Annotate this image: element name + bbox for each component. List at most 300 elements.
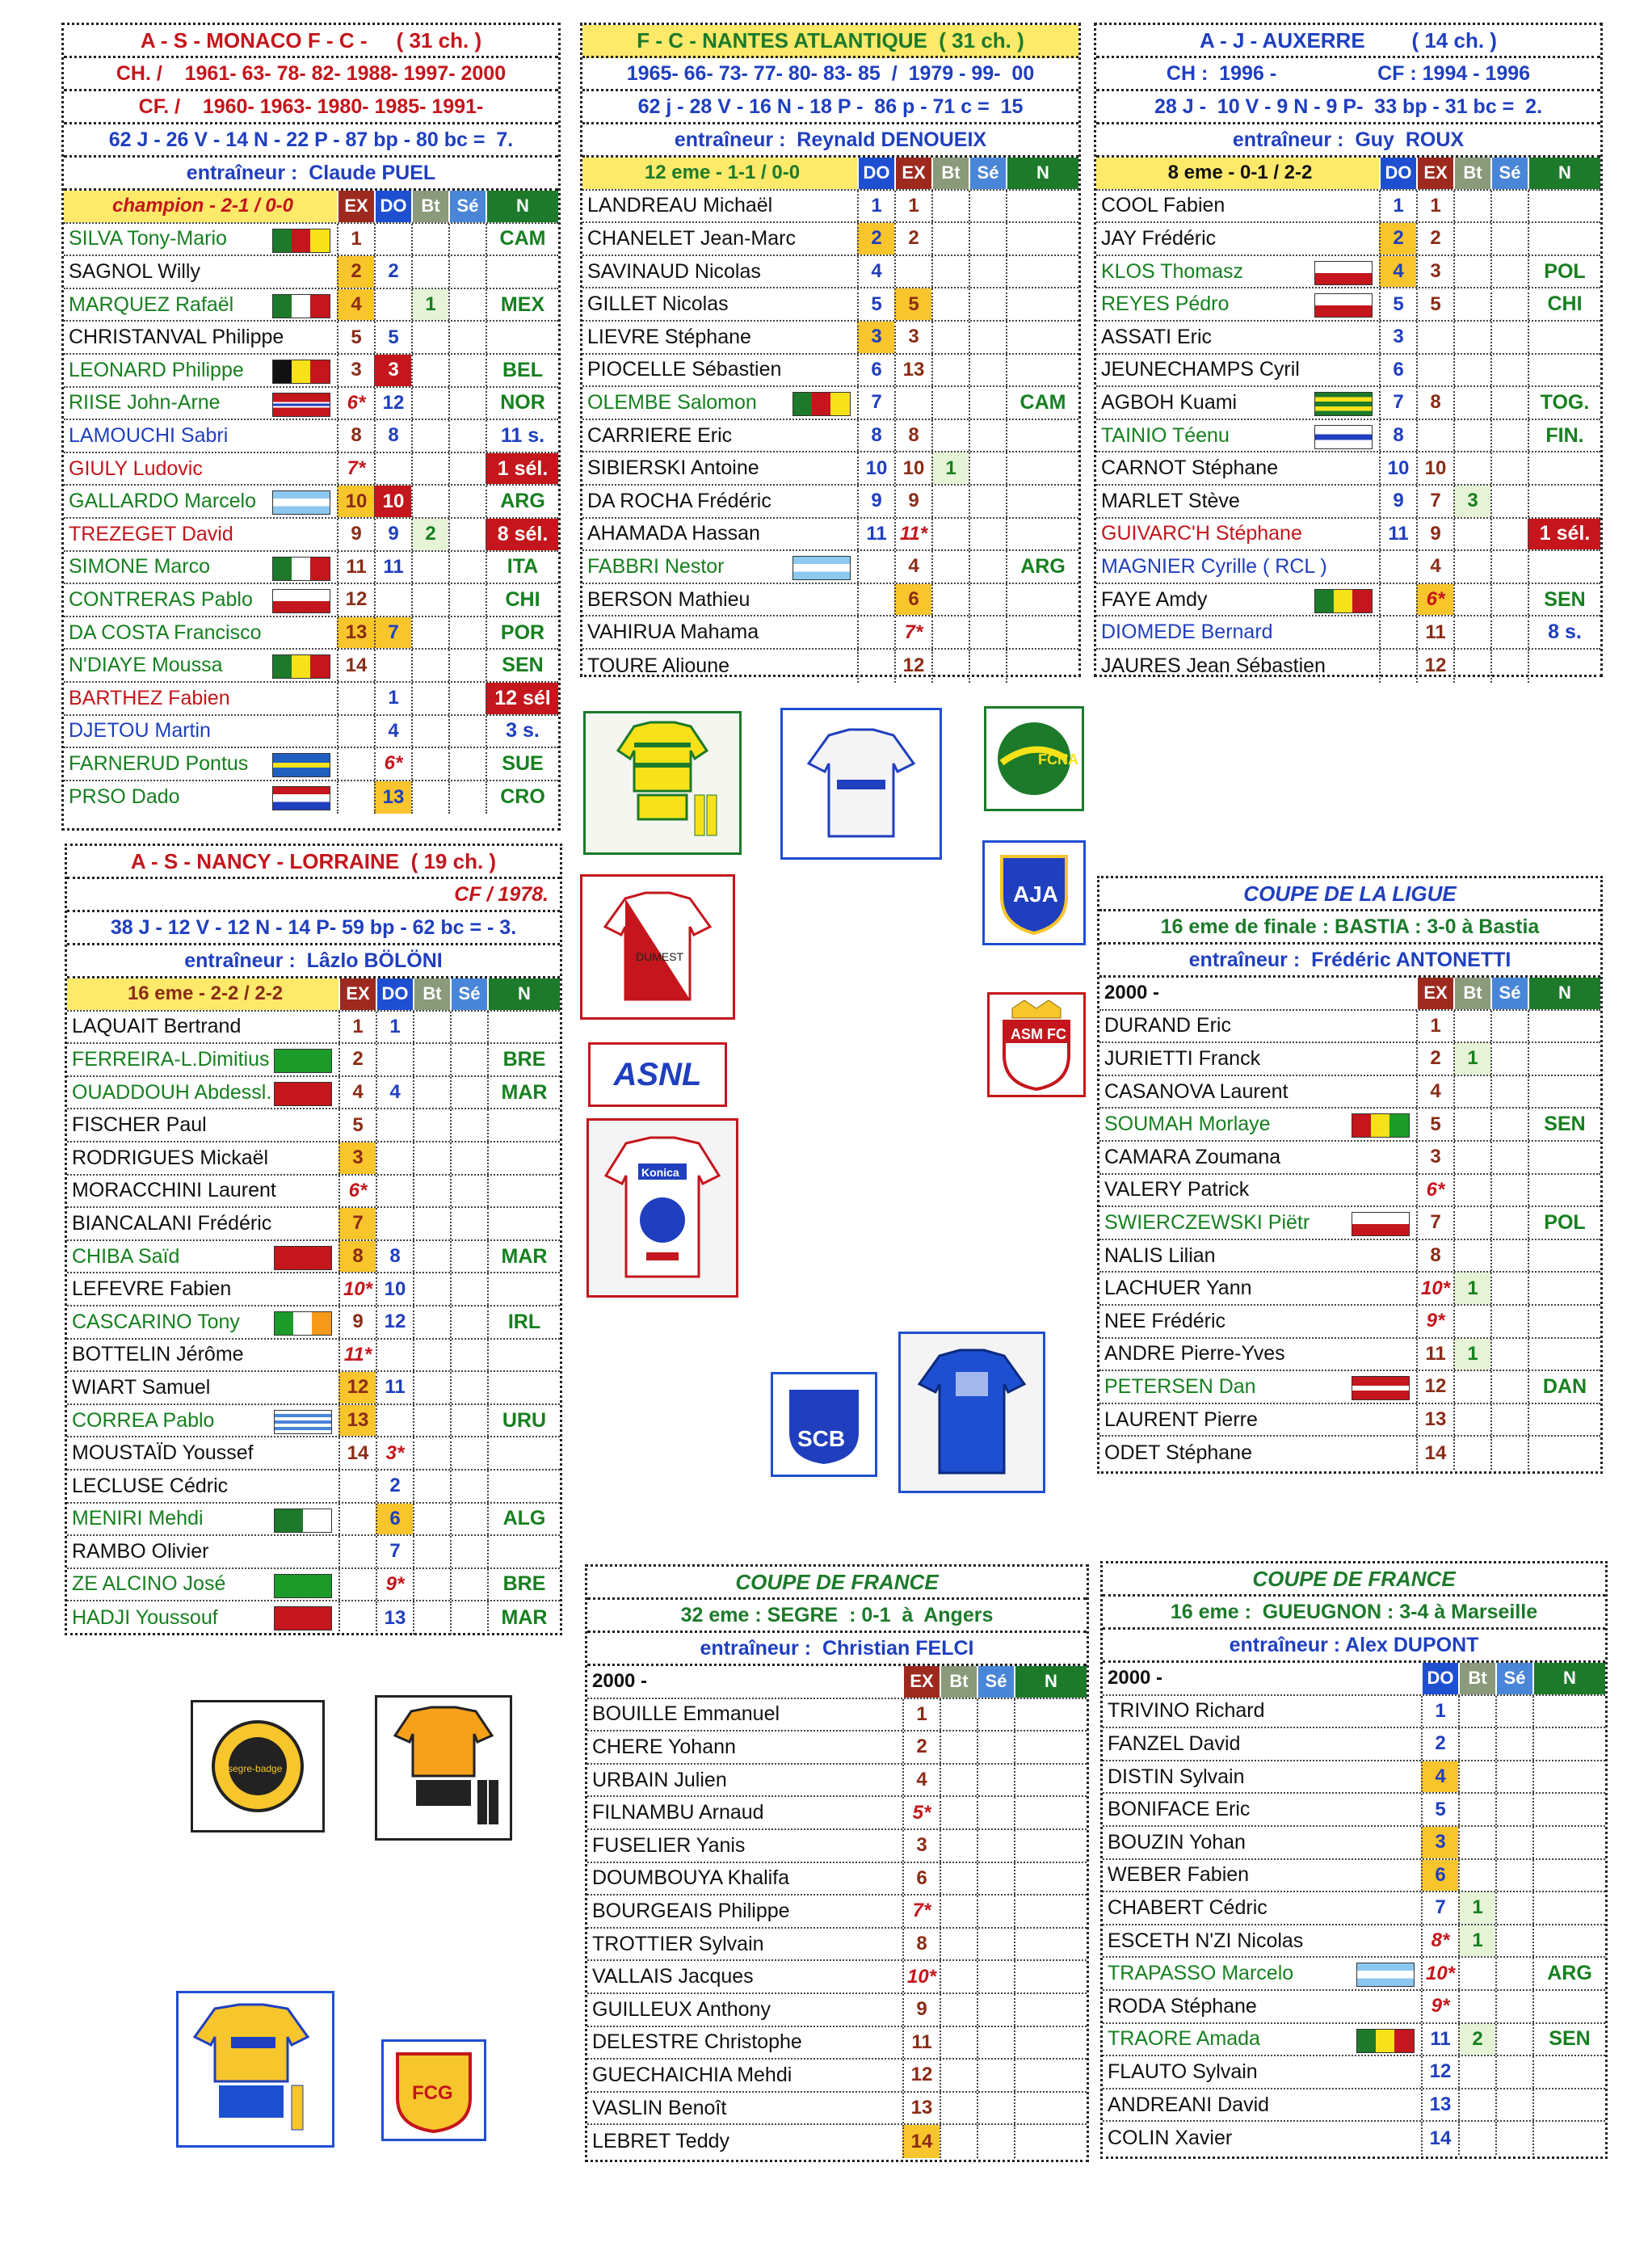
cell-se [448, 748, 486, 780]
monaco-line4-text: 62 J - 26 V - 14 N - 22 P - 87 bp - 80 bc = 7. [108, 128, 514, 151]
cell-se [448, 683, 486, 714]
table-row [64, 420, 558, 453]
cell-se [1490, 191, 1528, 222]
cell-ex: 6 [894, 584, 931, 616]
table-row [64, 650, 558, 683]
aja-logo [982, 840, 1086, 945]
cell-se [448, 453, 486, 485]
nancy-col-nat: N [487, 978, 560, 1010]
cell-nat [1528, 355, 1600, 386]
cell-ex [337, 748, 374, 780]
cell-nat [1528, 1142, 1600, 1173]
cell-nat [487, 1109, 560, 1141]
cdf1-col-ex: EX [902, 1666, 940, 1698]
cell-se [969, 452, 1006, 484]
croatia-flag-icon [272, 786, 330, 810]
player-name [1103, 2122, 1421, 2155]
cell-ex: 12 [1416, 650, 1453, 683]
cell-ex [338, 1471, 376, 1502]
cell-bt [931, 355, 969, 386]
player-name-text: FISCHER Paul [72, 1113, 207, 1137]
cell-nat [487, 1372, 560, 1403]
cell-nat: 3 s. [486, 716, 558, 747]
cell-nat [1006, 519, 1078, 550]
cell-bt [413, 1241, 450, 1273]
table-row [1096, 387, 1600, 420]
table-row [1096, 519, 1600, 552]
brazil-flag-icon [274, 1049, 332, 1073]
cell-se [977, 2125, 1014, 2158]
player-name [1099, 1011, 1416, 1042]
cell-bt [1453, 1011, 1490, 1042]
player-name-text: FAYE Amdy [1101, 587, 1208, 611]
table-row [1096, 355, 1600, 388]
nantes-panel [580, 23, 1081, 677]
togo-flag-icon [1314, 392, 1373, 416]
table-row [1099, 1371, 1600, 1404]
cell-ex: 10* [902, 1961, 940, 1992]
cdf1-coach-text: entraîneur : Christian FELCI [700, 1636, 974, 1660]
player-name-text: CASANOVA Laurent [1104, 1079, 1289, 1103]
senegal-flag-icon [1314, 589, 1373, 613]
player-name [64, 420, 337, 452]
player-name [582, 223, 857, 255]
cell-ex: 4 [1416, 551, 1453, 583]
ireland-flag-icon [274, 1311, 332, 1336]
player-name [67, 1601, 338, 1635]
cell-nat [1532, 1794, 1605, 1825]
player-name-text: HADJI Youssouf [72, 1606, 218, 1630]
cell-se [450, 1372, 487, 1403]
auxerre-coach [1096, 124, 1600, 158]
cell-bt [931, 322, 969, 353]
player-name [1099, 1404, 1416, 1436]
cell-bt [1458, 1991, 1495, 2022]
player-name-text: BOUZIN Yohan [1108, 1830, 1246, 1854]
cell-se [1490, 650, 1528, 683]
player-name-text: CHANELET Jean-Marc [587, 226, 796, 250]
cell-se [448, 224, 486, 255]
chile-flag-icon [1314, 293, 1373, 318]
cell-ex: 13 [894, 355, 931, 386]
player-name [1103, 1925, 1421, 1957]
player-name-text: LEONARD Philippe [69, 358, 244, 381]
cell-nat: MAR [487, 1241, 560, 1273]
table-row [587, 1961, 1087, 1994]
player-name-text: WEBER Fabien [1108, 1863, 1250, 1887]
ligue-header-label: 2000 - [1099, 978, 1416, 1009]
cell-bt [413, 1208, 450, 1239]
player-name-text: FLAUTO Sylvain [1108, 2060, 1258, 2083]
player-name [1099, 1043, 1416, 1075]
cell-nat [1014, 2125, 1087, 2158]
table-row [1099, 1207, 1600, 1240]
ligue-header-row [1099, 978, 1600, 1011]
monaco-col-do: DO [374, 191, 411, 222]
cell-bt [1458, 2089, 1495, 2121]
cell-do [376, 1109, 413, 1141]
cell-nat [1014, 1994, 1087, 2026]
cell-se [450, 1536, 487, 1567]
cell-se [969, 387, 1006, 419]
player-name-text: OUADDOUH Abdessl. [72, 1080, 272, 1104]
table-row [64, 453, 558, 486]
cell-do [1379, 584, 1416, 616]
ligue-player-list [1099, 1011, 1600, 1470]
cell-se [1490, 452, 1528, 484]
nantes-col-do: DO [857, 158, 894, 189]
player-name [67, 1273, 338, 1305]
cell-ex: 2 [338, 1044, 376, 1075]
cell-se [1490, 1273, 1528, 1304]
cell-se [977, 1699, 1014, 1731]
cell-ex [337, 716, 374, 747]
cell-do: 4 [857, 256, 894, 288]
player-name [1096, 191, 1379, 222]
player-name [64, 388, 337, 419]
asnl-logo [588, 1042, 727, 1107]
cell-do: 13 [374, 781, 411, 814]
cell-se [969, 191, 1006, 222]
cell-ex: 9 [894, 486, 931, 517]
cell-ex: 2 [1416, 1043, 1453, 1075]
cell-se [977, 1797, 1014, 1828]
cell-bt [1458, 1827, 1495, 1858]
player-name [587, 1994, 902, 2026]
player-name-text: RODRIGUES Mickaël [72, 1146, 269, 1169]
mexico-flag-icon [272, 294, 330, 318]
cell-bt [1453, 223, 1490, 255]
cell-ex: 3 [902, 1830, 940, 1862]
cell-ex: 8 [902, 1929, 940, 1960]
nantes-player-list [582, 191, 1078, 683]
cell-se [450, 1176, 487, 1207]
nantes-line2-text: 1965- 66- 73- 77- 80- 83- 85 / 1979 - 99- 00 [626, 61, 1035, 85]
cell-bt [1453, 1306, 1490, 1337]
cell-bt [940, 1732, 977, 1763]
cell-se [448, 322, 486, 353]
monaco-title [64, 25, 558, 58]
cell-se [1495, 2056, 1532, 2088]
cell-se [1495, 1892, 1532, 1924]
table-row [1096, 223, 1600, 256]
cell-nat: ARG [486, 486, 558, 517]
player-name-text: CARRIERE Eric [587, 423, 733, 447]
cell-bt [931, 519, 969, 550]
player-name [64, 584, 337, 616]
cell-do: 10 [376, 1273, 413, 1305]
player-name-text: ESCETH N'ZI Nicolas [1108, 1929, 1304, 1952]
cell-ex: 2 [902, 1732, 940, 1763]
cell-bt [940, 1863, 977, 1895]
player-name-text: TROTTIER Sylvain [592, 1932, 764, 1955]
cell-do: 11 [376, 1372, 413, 1403]
table-row [1099, 1240, 1600, 1273]
auxerre-col-nat: N [1528, 158, 1600, 189]
player-name-text: MARLET Stève [1101, 489, 1240, 512]
cell-bt [1458, 1696, 1495, 1727]
player-name-text: CHIBA Saïd [72, 1244, 180, 1268]
auxerre-player-list [1096, 191, 1600, 683]
player-name [582, 584, 857, 616]
cell-ex: 14 [1416, 1437, 1453, 1470]
player-name [1096, 650, 1379, 683]
auxerre-line2 [1096, 58, 1600, 91]
cell-bt [1458, 1728, 1495, 1760]
nancy-panel [65, 844, 562, 1635]
cell-nat: FIN. [1528, 420, 1600, 452]
cell-nat [1006, 452, 1078, 484]
cell-do [374, 453, 411, 485]
cell-se [1490, 1371, 1528, 1403]
auxerre-line2-text: CH : 1996 - CF : 1994 - 1996 [1166, 61, 1531, 85]
table-row [582, 616, 1078, 650]
player-name [1099, 1371, 1416, 1403]
player-name [64, 322, 337, 353]
cell-ex [338, 1569, 376, 1601]
cell-nat: MEX [486, 289, 558, 321]
nancy-line3 [67, 912, 560, 945]
monaco-line3-text: CF. / 1960- 1963- 1980- 1985- 1991- [138, 95, 484, 118]
segre-logo [191, 1700, 325, 1832]
cell-se [969, 486, 1006, 517]
player-name [64, 519, 337, 550]
finland-flag-icon [1314, 425, 1373, 449]
cell-se [969, 256, 1006, 288]
cell-nat [486, 256, 558, 288]
cell-ex: 5 [894, 288, 931, 320]
cell-nat [1528, 1306, 1600, 1337]
nantes-col-ex: EX [894, 158, 931, 189]
table-row [1096, 322, 1600, 355]
cell-ex: 2 [894, 223, 931, 255]
cell-ex: 9 [338, 1307, 376, 1338]
player-name [67, 1142, 338, 1174]
cell-bt [411, 355, 448, 386]
cell-nat [1006, 288, 1078, 320]
cell-ex: 12 [1416, 1371, 1453, 1403]
player-name-text: CAMARA Zoumana [1104, 1145, 1281, 1168]
nancy-shirt-image [586, 1118, 738, 1298]
cell-se [1490, 616, 1528, 648]
table-row [1099, 1011, 1600, 1044]
cell-se [969, 519, 1006, 550]
cell-bt [940, 1830, 977, 1862]
cell-nat: MAR [487, 1601, 560, 1635]
player-name-text: SIBIERSKI Antoine [587, 457, 759, 480]
cell-do: 9 [857, 486, 894, 517]
player-name-text: SWIERCZEWSKI Piëtr [1104, 1210, 1310, 1234]
table-row [64, 224, 558, 257]
uruguay-flag-icon [274, 1410, 332, 1434]
cell-bt [931, 387, 969, 419]
monaco-title-text: A - S - MONACO F - C - ( 31 ch. ) [140, 27, 482, 53]
cell-bt [413, 1601, 450, 1635]
cell-do [376, 1208, 413, 1239]
cell-ex: 7* [902, 1896, 940, 1927]
player-name [64, 650, 337, 681]
cdf1-header-label: 2000 - [587, 1666, 902, 1698]
cell-ex [338, 1504, 376, 1535]
player-name [582, 191, 857, 222]
cell-bt [1453, 452, 1490, 484]
cell-bt [931, 420, 969, 452]
cell-do: 5 [374, 322, 411, 353]
cell-do [857, 584, 894, 616]
cdf1-col-nat: N [1014, 1666, 1087, 1698]
cell-se [448, 289, 486, 321]
table-row [64, 748, 558, 781]
table-row [67, 1307, 560, 1340]
cell-ex: 7 [1416, 1207, 1453, 1239]
cell-bt [940, 2060, 977, 2091]
cell-ex: 1 [894, 191, 931, 222]
cell-ex: 8 [894, 420, 931, 452]
player-name-text: LEFEVRE Fabien [72, 1277, 232, 1301]
cell-ex: 2 [337, 256, 374, 288]
auxerre-header-label: 8 eme - 0-1 / 2-2 [1096, 158, 1379, 189]
player-name-text: AHAMADA Hassan [587, 522, 760, 545]
table-row [582, 355, 1078, 388]
player-name [64, 716, 337, 747]
player-name [67, 1504, 338, 1535]
cell-se [450, 1471, 487, 1502]
player-name-text: GUILLEUX Anthony [592, 1997, 771, 2021]
cell-do [1379, 551, 1416, 583]
table-row [1096, 616, 1600, 650]
ligue-panel [1097, 876, 1603, 1474]
cell-nat: POR [486, 617, 558, 649]
cell-nat: NOR [486, 388, 558, 419]
player-name-text: VALERY Patrick [1104, 1178, 1250, 1201]
cell-nat [1014, 1830, 1087, 1862]
cell-nat: MAR [487, 1077, 560, 1109]
cell-ex [894, 387, 931, 419]
player-name [1099, 1273, 1416, 1304]
player-name [582, 355, 857, 386]
cell-ex: 8 [338, 1241, 376, 1273]
nancy-player-list [67, 1012, 560, 1635]
table-row [1096, 420, 1600, 453]
player-name-text: NALIS Lilian [1104, 1243, 1216, 1267]
player-name [67, 1044, 338, 1075]
cell-nat: SUE [486, 748, 558, 780]
cell-nat [1006, 256, 1078, 288]
cell-se [1490, 256, 1528, 288]
player-name-text: VALLAIS Jacques [592, 1965, 754, 1988]
fcg-logo-text: FCG [412, 2082, 453, 2104]
ligue-col-nat: N [1528, 978, 1600, 1009]
cell-bt [413, 1569, 450, 1601]
cell-se [1490, 1339, 1528, 1370]
cell-nat: CAM [486, 224, 558, 255]
table-row [1103, 2122, 1605, 2155]
cell-do: 5 [857, 288, 894, 320]
auxerre-shirt-image [780, 708, 942, 860]
cdf2-col-bt: Bt [1458, 1663, 1495, 1694]
cell-ex: 11 [1416, 1339, 1453, 1370]
player-name-text: LANDREAU Michaël [587, 194, 773, 217]
cell-se [1495, 1728, 1532, 1760]
player-name [1096, 256, 1379, 288]
cell-do: 9* [1421, 1991, 1458, 2022]
cell-bt [411, 256, 448, 288]
player-name [67, 1372, 338, 1403]
cell-nat [487, 1176, 560, 1207]
player-name [1099, 1142, 1416, 1173]
cell-nat: ALG [487, 1504, 560, 1535]
table-row [1096, 256, 1600, 289]
morocco-flag-icon [274, 1246, 332, 1270]
player-name-text: BARTHEZ Fabien [69, 686, 230, 709]
nantes-header-label: 12 eme - 1-1 / 0-0 [582, 158, 857, 189]
cdf2-header-label: 2000 - [1103, 1663, 1421, 1694]
cell-se [448, 650, 486, 681]
cell-do: 1 [376, 1012, 413, 1043]
nancy-header-row [67, 978, 560, 1012]
cell-ex: 7* [337, 453, 374, 485]
table-row [67, 1044, 560, 1077]
cell-bt [931, 650, 969, 683]
cell-nat [1532, 1892, 1605, 1924]
cell-bt [1458, 2056, 1495, 2088]
player-name [1096, 288, 1379, 320]
table-row [587, 1732, 1087, 1765]
cell-ex: 10 [894, 452, 931, 484]
table-row [1103, 1925, 1605, 1959]
table-row [1103, 1728, 1605, 1761]
player-name-text: SOUMAH Morlaye [1104, 1113, 1271, 1136]
player-name-text: CASCARINO Tony [72, 1310, 240, 1333]
cell-ex: 7 [338, 1208, 376, 1239]
player-name [582, 486, 857, 517]
auxerre-col-bt: Bt [1453, 158, 1490, 189]
cell-bt [940, 2093, 977, 2124]
cell-nat [1528, 452, 1600, 484]
cell-bt [413, 1273, 450, 1305]
player-name [67, 1437, 338, 1469]
cell-do: 14 [1421, 2122, 1458, 2155]
cell-bt [411, 322, 448, 353]
player-name-text: FERREIRA-L.Dimitius [72, 1047, 270, 1071]
table-row [1103, 1991, 1605, 2024]
cell-nat: SEN [1532, 2024, 1605, 2056]
cell-se [1490, 1175, 1528, 1206]
cell-se [1490, 1076, 1528, 1108]
player-name [1099, 1109, 1416, 1140]
cell-do: 9 [374, 519, 411, 550]
cell-se [977, 1765, 1014, 1796]
morocco-flag-icon [274, 1082, 332, 1106]
cdf2-title-text: COUPE DE FRANCE [1252, 1566, 1456, 1591]
player-name [587, 2125, 902, 2158]
table-row [67, 1601, 560, 1635]
cell-do [376, 1340, 413, 1371]
monaco-header-row [64, 191, 558, 224]
auxerre-col-ex: EX [1416, 158, 1453, 189]
cdf1-col-se: Sé [977, 1666, 1014, 1698]
cell-ex: 13 [902, 2093, 940, 2124]
cell-do: 12 [1421, 2056, 1458, 2088]
nancy-col-se: Sé [450, 978, 487, 1010]
cell-ex: 5 [337, 322, 374, 353]
cell-nat: 12 sél [486, 683, 558, 714]
monaco-col-nat: N [486, 191, 558, 222]
cell-do: 5 [1379, 288, 1416, 320]
player-name-text: BONIFACE Eric [1108, 1798, 1251, 1821]
cell-bt [411, 683, 448, 714]
argentina-flag-icon [272, 490, 330, 515]
